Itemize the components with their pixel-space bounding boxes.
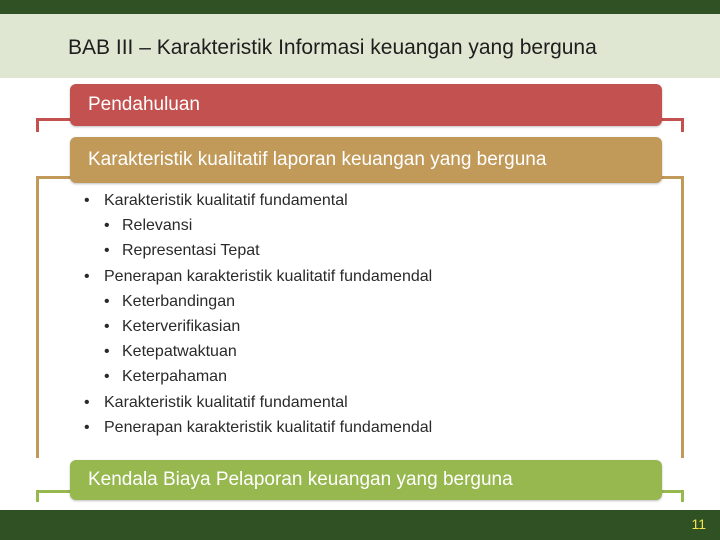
- list-item: • Penerapan karakteristik kualitatif fundamendal: [84, 415, 432, 440]
- section-qualitative: Karakteristik kualitatif laporan keuangan yang berguna: [70, 137, 662, 183]
- list-item: • Karakteristik kualitatif fundamental: [84, 188, 432, 213]
- bottom-bar: [0, 510, 720, 540]
- list-item: • Karakteristik kualitatif fundamental: [84, 390, 432, 415]
- list-item: • Keterbandingan: [84, 289, 432, 314]
- section-intro: Pendahuluan: [70, 84, 662, 126]
- list-item: • Relevansi: [84, 213, 432, 238]
- bullet-list: [84, 188, 432, 440]
- list-item: • Representasi Tepat: [84, 238, 432, 263]
- list-item: • Ketepatwaktuan: [84, 339, 432, 364]
- list-item: • Keterpahaman: [84, 364, 432, 389]
- slide-title: BAB III – Karakteristik Informasi keuangan yang berguna: [68, 36, 597, 59]
- page-number: 11: [691, 516, 706, 532]
- list-item: • Penerapan karakteristik kualitatif fundamendal: [84, 264, 432, 289]
- list-item: • Keterverifikasian: [84, 314, 432, 339]
- section-constraint: Kendala Biaya Pelaporan keuangan yang berguna: [70, 460, 662, 500]
- top-bar: [0, 0, 720, 14]
